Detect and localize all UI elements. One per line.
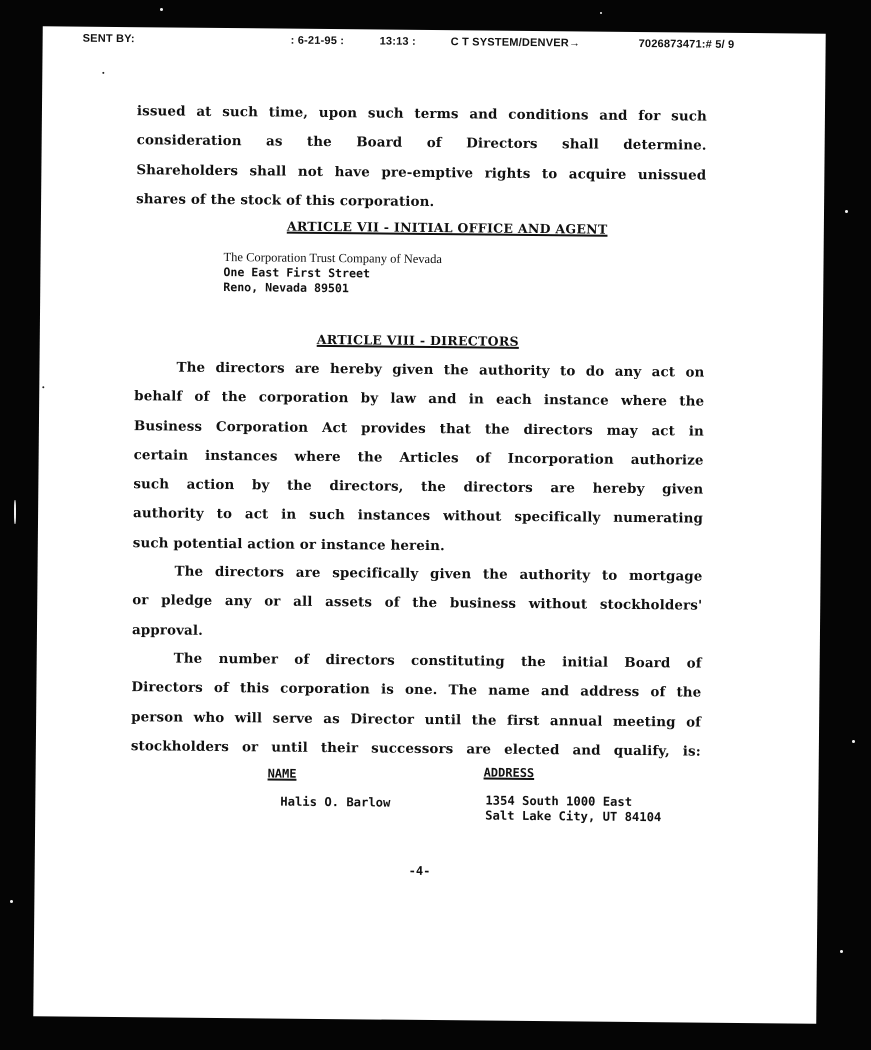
fax-number-page: 7026873471:# 5/ 9 (638, 37, 735, 51)
text-line: The directors are hereby given the authority to do any act on (176, 359, 705, 381)
directors-paragraph-3 (131, 644, 702, 767)
article-vi-continuation (136, 97, 707, 220)
address-line: Salt Lake City, UT 84104 (485, 808, 662, 825)
text-line: such potential action or instance herein. (132, 534, 445, 554)
text-line: shares of the stock of this corporation. (136, 191, 435, 210)
text-line: behalf of the corporation by law and in each instance where the (134, 388, 705, 410)
fax-header (83, 33, 783, 56)
article-viii-heading: ARTICLE VIII - DIRECTORS (316, 331, 519, 349)
directors-paragraph-2 (132, 557, 703, 650)
page-number: -4- (408, 863, 431, 879)
document-page (33, 26, 825, 1023)
text-line: approval. (131, 621, 204, 639)
text-line: such action by the directors, the directors are hereby given (133, 476, 704, 498)
director-name: Halis O. Barlow (280, 794, 391, 810)
scan-speck (840, 950, 843, 953)
fax-sent-by: SENT BY: (82, 32, 135, 46)
text-line: Directors of this corporation is one. The name and address of the (131, 679, 702, 701)
fax-date: : 6-21-95 : (290, 34, 345, 48)
text-line: issued at such time, upon such terms and conditions and for such (136, 103, 708, 125)
scan-speck (160, 8, 163, 11)
address-line: 1354 South 1000 East (485, 793, 633, 809)
scan-speck (42, 386, 44, 388)
fax-time: 13:13 : (379, 35, 416, 48)
address-line: Reno, Nevada 89501 (223, 280, 349, 296)
directors-paragraph-1 (133, 353, 705, 564)
scan-speck (14, 500, 16, 524)
registered-agent-address (223, 250, 442, 297)
scan-speck (852, 740, 855, 743)
text-line: authority to act in such instances without specifically numerating (133, 505, 704, 528)
scan-speck (10, 900, 13, 903)
scan-speck (845, 210, 848, 213)
fax-system: C T SYSTEM/DENVER→ (450, 36, 581, 50)
text-line: The number of directors constituting the initial Board of (173, 650, 702, 672)
scan-speck (102, 72, 104, 74)
text-line: or pledge any or all assets of the business without stockholders' (132, 592, 703, 614)
name-column-header: NAME (267, 766, 297, 781)
text-line: person who will serve as Director until the first annual meeting of (131, 708, 702, 731)
address-column-header: ADDRESS (483, 765, 535, 781)
text-line: Business Corporation Act provides that the directors may act in (133, 417, 704, 440)
address-line: The Corporation Trust Company of Nevada (223, 250, 443, 267)
text-line: Shareholders shall not have pre-emptive rights to acquire unissued (136, 161, 707, 184)
text-line: The directors are specifically given the authority to mortgage (174, 563, 703, 585)
text-line: certain instances where the Articles of Incorporation authorize (133, 447, 704, 469)
text-line: stockholders or until their successors are elected and qualify, is: (130, 738, 701, 760)
director-address (485, 794, 661, 826)
article-vii-heading: ARTICLE VII - INITIAL OFFICE AND AGENT (286, 218, 608, 237)
scan-speck (600, 12, 602, 14)
address-line: One East First Street (223, 265, 371, 281)
text-line: consideration as the Board of Directors shall determine. (136, 132, 707, 154)
